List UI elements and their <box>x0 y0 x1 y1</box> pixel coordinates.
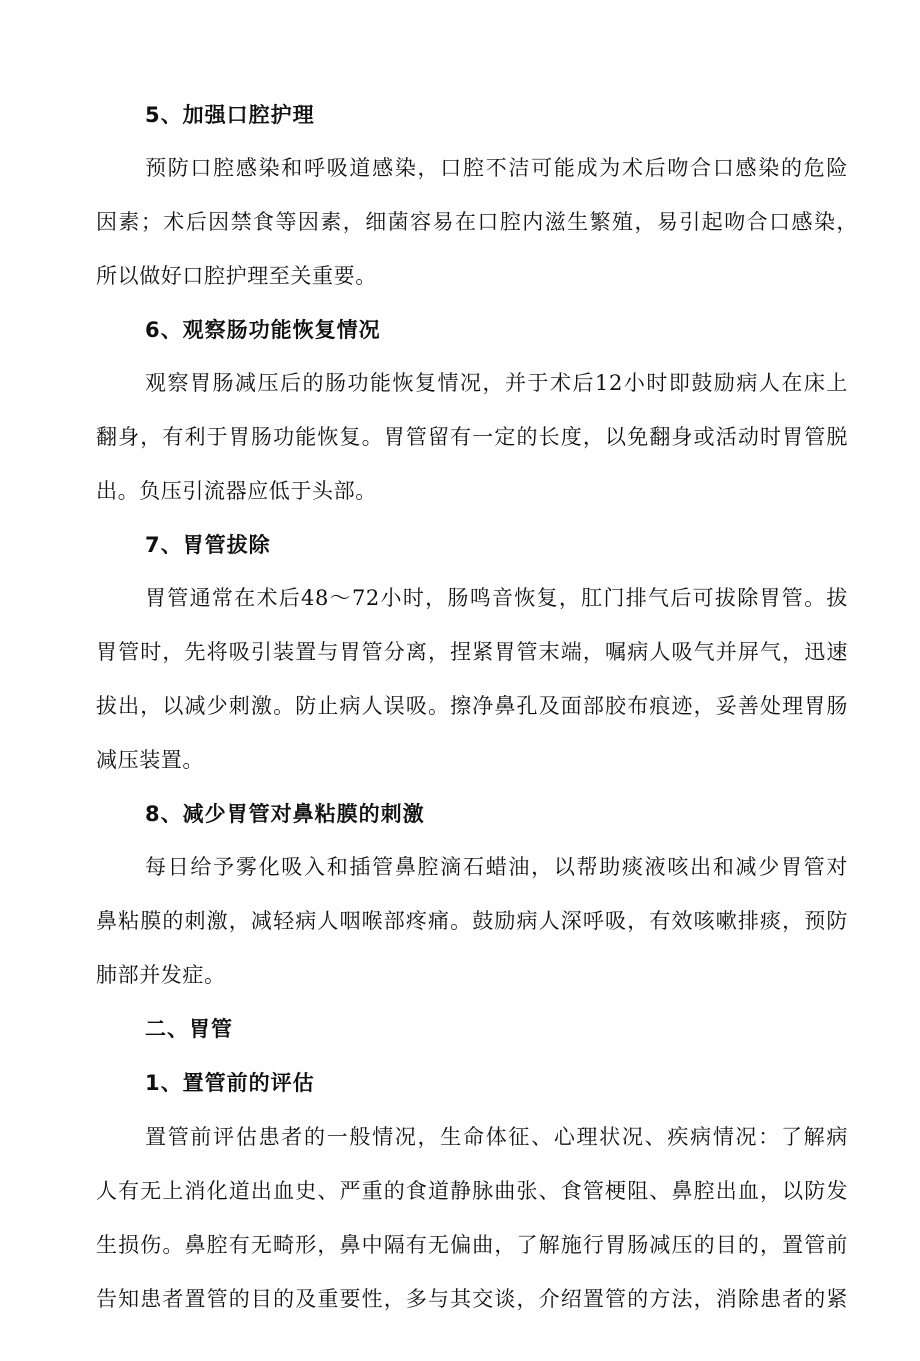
paragraph-line: 因素；术后因禁食等因素，细菌容易在口腔内滋生繁殖，易引起吻合口感染， <box>96 210 858 234</box>
paragraph-line: 每日给予雾化吸入和插管鼻腔滴石蜡油，以帮助痰液咳出和减少胃管对 <box>145 855 848 879</box>
paragraph-line: 翻身，有利于胃肠功能恢复。胃管留有一定的长度，以免翻身或活动时胃管脱 <box>96 425 848 449</box>
section-heading: 5、加强口腔护理 <box>145 103 315 127</box>
paragraph-line: 胃管通常在术后48～72小时，肠鸣音恢复，肛门排气后可拔除胃管。拔 <box>145 586 848 610</box>
paragraph-line: 出。负压引流器应低于头部。 <box>96 479 377 503</box>
paragraph-line: 预防口腔感染和呼吸道感染，口腔不洁可能成为术后吻合口感染的危险 <box>145 156 848 180</box>
section-heading: 6、观察肠功能恢复情况 <box>145 318 381 342</box>
paragraph-line: 所以做好口腔护理至关重要。 <box>96 264 377 288</box>
paragraph-line: 生损伤。鼻腔有无畸形，鼻中隔有无偏曲，了解施行胃肠减压的目的，置管前 <box>96 1233 848 1257</box>
paragraph-line: 胃管时，先将吸引装置与胃管分离，捏紧胃管末端，嘱病人吸气并屏气，迅速 <box>96 640 848 664</box>
section-heading: 7、胃管拔除 <box>145 533 271 557</box>
paragraph-line: 肺部并发症。 <box>96 963 226 987</box>
section-heading: 8、减少胃管对鼻粘膜的刺激 <box>145 802 425 826</box>
paragraph-line: 人有无上消化道出血史、严重的食道静脉曲张、食管梗阻、鼻腔出血，以防发 <box>96 1179 848 1203</box>
section-heading: 1、置管前的评估 <box>145 1071 315 1095</box>
paragraph-line: 置管前评估患者的一般情况，生命体征、心理状况、疾病情况：了解病 <box>145 1125 848 1149</box>
paragraph-line: 减压装置。 <box>96 748 204 772</box>
paragraph-line: 拔出，以减少刺激。防止病人误吸。擦净鼻孔及面部胶布痕迹，妥善处理胃肠 <box>96 694 848 718</box>
chapter-heading: 二、胃管 <box>145 1017 233 1041</box>
paragraph-line: 观察胃肠减压后的肠功能恢复情况，并于术后12小时即鼓励病人在床上 <box>145 371 848 395</box>
paragraph-line: 告知患者置管的目的及重要性，多与其交谈，介绍置管的方法，消除患者的紧 <box>96 1287 848 1311</box>
paragraph-line: 鼻粘膜的刺激，减轻病人咽喉部疼痛。鼓励病人深呼吸，有效咳嗽排痰，预防 <box>96 909 848 933</box>
